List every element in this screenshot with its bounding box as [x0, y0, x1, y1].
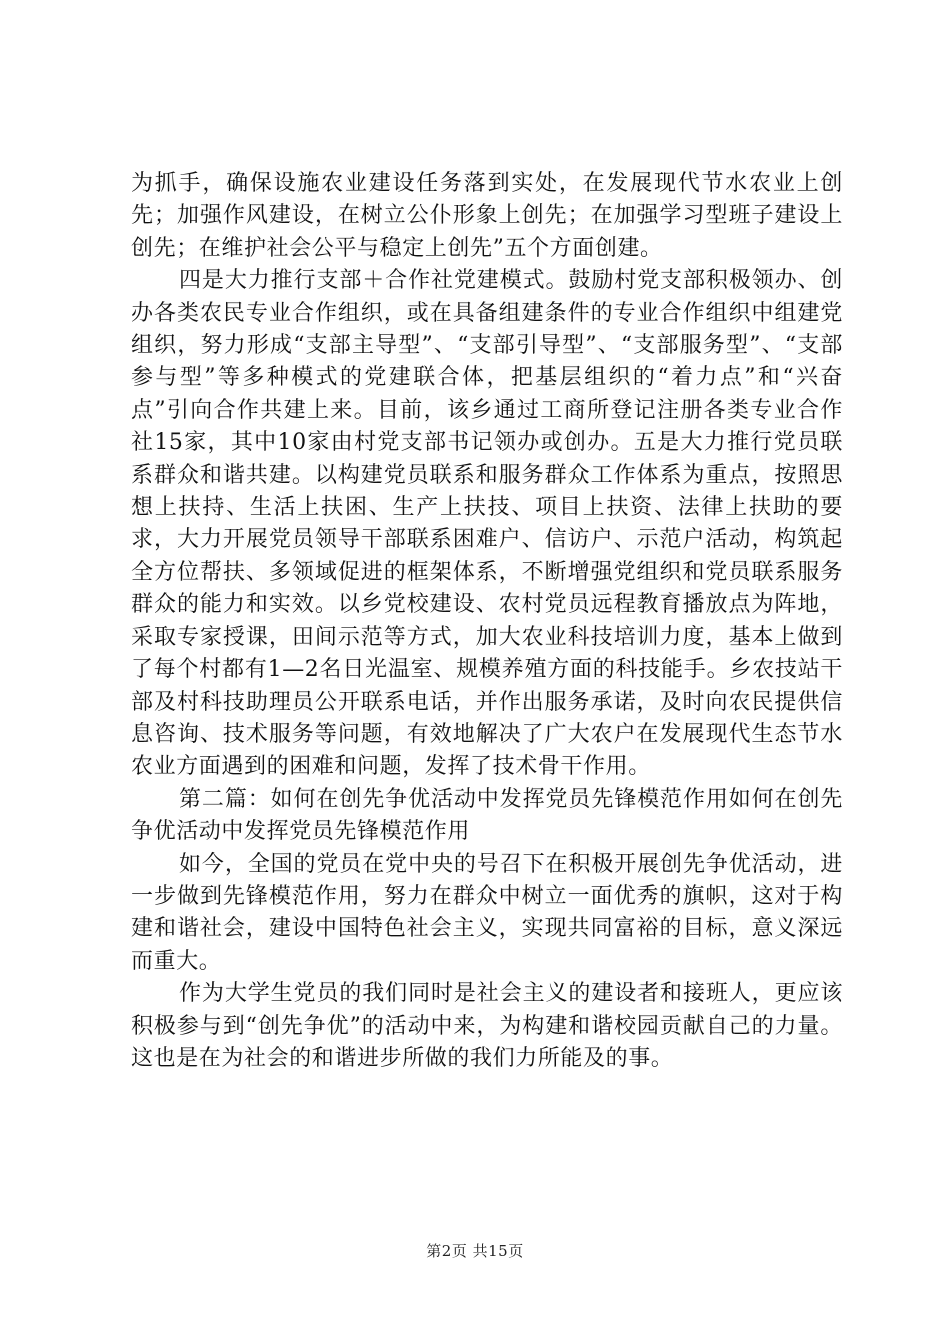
- paragraph-continuation: 为抓手，确保设施农业建设任务落到实处，在发展现代节水农业上创先；加强作风建设，在树立公仆形象上创先；在加强学习型班子建设上创先；在维护社会公平与稳定上创先”五个方面创建。: [131, 171, 843, 261]
- paragraph-students: 作为大学生党员的我们同时是社会主义的建设者和接班人，更应该积极参与到“创先争优”的活动中来，为构建和谐校园贡献自己的力量。这也是在为社会的和谐进步所做的我们力所能及的事。: [131, 981, 843, 1071]
- document-body: [131, 168, 843, 1075]
- paragraph-point-four-five: 四是大力推行支部＋合作社党建模式。鼓励村党支部积极领办、创办各类农民专业合作组织，或在具备组建条件的专业合作组织中组建党组织，努力形成“支部主导型”、“支部引导型”、“支部服务型”、“支部参与型”等多种模式的党建联合体，把基层组织的“着力点”和“兴奋点”引向合作共建上来。目前，该乡通过工商所登记注册各类专业合作社15家，其中10家由村党支部书记领办或创办。五是大力推行党员联系群众和谐共建。以构建党员联系和服务群众工作体系为重点，按照思想上扶持、生活上扶困、生产上扶技、项目上扶资、法律上扶助的要求，大力开展党员领导干部联系困难户、信访户、示范户活动，构筑起全方位帮扶、多领域促进的框架体系，不断增强党组织和党员联系服务群众的能力和实效。以乡党校建设、农村党员远程教育播放点为阵地，采取专家授课，田间示范等方式，加大农业科技培训力度，基本上做到了每个村都有1—2名日光温室、规模养殖方面的科技能手。乡农技站干部及村科技助理员公开联系电话，并作出服务承诺，及时向农民提供信息咨询、技术服务等问题，有效地解决了广大农户在发展现代生态节水农业方面遇到的困难和问题，发挥了技术骨干作用。: [131, 268, 843, 780]
- section-heading-part-two: 第二篇：如何在创先争优活动中发挥党员先锋模范作用如何在创先争优活动中发挥党员先锋模范作用: [131, 786, 843, 845]
- page-footer: 第2页 共15页: [426, 1242, 524, 1260]
- paragraph-intro: 如今，全国的党员在党中央的号召下在积极开展创先争优活动，进一步做到先锋模范作用，努力在群众中树立一面优秀的旗帜，这对于构建和谐社会，建设中国特色社会主义，实现共同富裕的目标，意义深远而重大。: [131, 851, 843, 974]
